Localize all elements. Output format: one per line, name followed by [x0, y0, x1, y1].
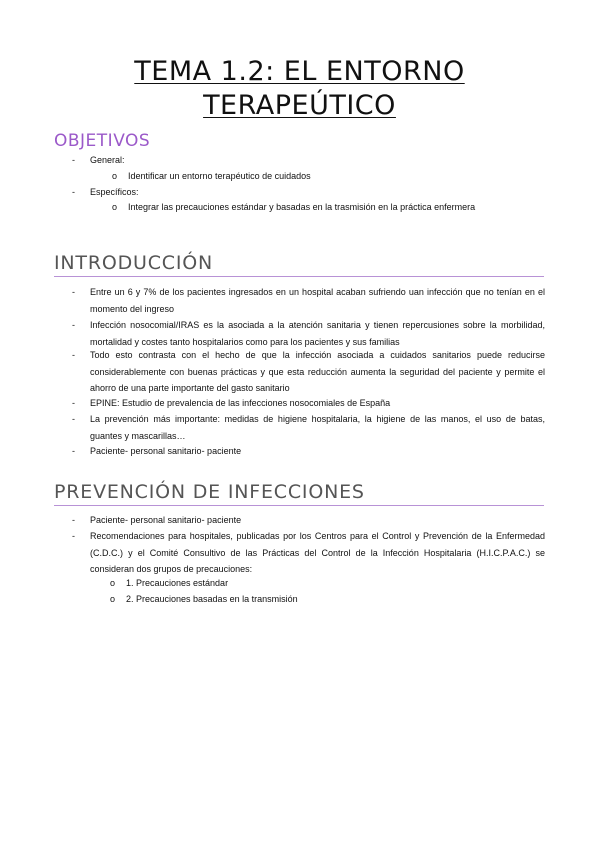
objetivos-general-item-text: Identificar un entorno terapéutico de cuidados	[128, 171, 311, 181]
circle-bullet-icon: o	[112, 171, 118, 181]
prevencion-subitem-text: 1. Precauciones estándar	[126, 578, 229, 588]
objetivos-especificos-label: - Específicos:	[90, 184, 545, 201]
objetivos-general-label: - General:	[90, 152, 545, 169]
prevencion-item: - Recomendaciones para hospitales, publicadas por los Centros para el Control y Prevención de la Enfermedad (C.D.C.) y el Comité Consultivo de las Prácticas del Control de la Infección Hospitalaria (H.I.C.P.A.C.) se consideran dos grupos de precauciones:	[90, 528, 545, 578]
introduccion-heading: INTRODUCCIÓN	[54, 252, 214, 274]
prevencion-subitem	[110, 591, 543, 608]
document-title-line-2: TERAPEÚTICO	[203, 90, 396, 121]
objetivos-especificos-item-text: Integrar las precauciones estándar y basadas en la trasmisión en la práctica enfermera	[128, 202, 476, 212]
prevencion-subitem-text: 2. Precauciones basadas en la transmisión	[126, 594, 298, 604]
document-title-line-1: TEMA 1.2: EL ENTORNO	[134, 56, 465, 87]
introduccion-item: - Infección nosocomial/IRAS es la asociada a la atención sanitaria y tienen repercusiones sobre la morbilidad, mortalidad y costes tanto hospitalarios como para los pacientes y sus familias	[90, 317, 545, 350]
objetivos-general-item	[112, 168, 545, 185]
prevencion-divider	[54, 505, 544, 506]
introduccion-item: - La prevención más importante: medidas de higiene hospitalaria, la higiene de las manos, el uso de batas, guantes y mascarillas…	[90, 411, 545, 444]
circle-bullet-icon: o	[110, 594, 116, 604]
prevencion-subitem	[110, 575, 543, 592]
circle-bullet-icon: o	[112, 202, 118, 212]
introduccion-divider	[54, 276, 544, 277]
objetivos-heading: OBJETIVOS	[54, 131, 151, 151]
prevencion-heading: PREVENCIÓN DE INFECCIONES	[54, 481, 365, 503]
introduccion-item: - Entre un 6 y 7% de los pacientes ingresados en un hospital acaban sufriendo uan infección que no tenían en el momento del ingreso	[90, 284, 545, 317]
introduccion-item: - EPINE: Estudio de prevalencia de las infecciones nosocomiales de España	[90, 395, 545, 412]
introduccion-item: - Paciente- personal sanitario- paciente	[90, 443, 545, 460]
circle-bullet-icon: o	[110, 578, 116, 588]
objetivos-especificos-item	[112, 199, 545, 216]
prevencion-item: - Paciente- personal sanitario- paciente	[90, 512, 545, 529]
introduccion-item: - Todo esto contrasta con el hecho de que la infección asociada a cuidados sanitarios puede reducirse considerablemente con buenas prácticas y que esta reducción aumenta la seguridad del paciente y permite el ahorro de una parte importante del gasto sanitario	[90, 347, 545, 397]
